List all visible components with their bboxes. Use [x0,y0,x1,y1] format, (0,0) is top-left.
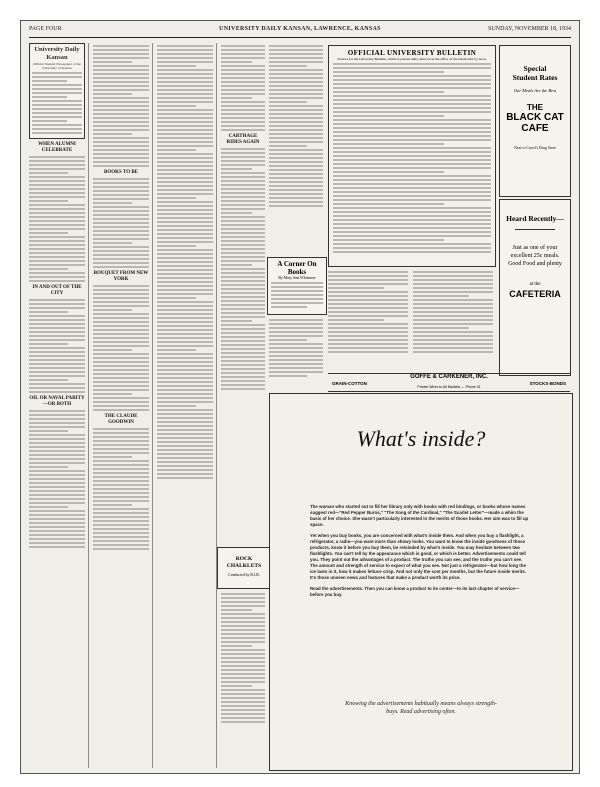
page-header [29,26,571,36]
column-3 [157,43,213,768]
brokerage-banner [328,373,570,392]
corner-on-books-box [267,257,327,315]
kansan-subtitle: Official Student Newspaper of the University of Kansas [33,62,81,70]
black-cat-cafe-ad [499,45,571,197]
ad2-line2: Just as one of your [512,245,558,251]
column-5 [269,43,323,253]
banner-note: Private Wires to All Markets — Phone 91 [417,385,481,389]
official-bulletin [328,45,496,267]
kansan-masthead-box [29,43,85,139]
headline-books: BOOKS TO BE [104,170,138,175]
newspaper-page [20,20,580,774]
corner-title: A Corner On Books [277,260,317,276]
kansan-title: University Daily Kansan [34,46,80,61]
whats-inside-para1: The woman who started out to fill her library only with books with red bindings, or books whose names suggest red—"Red Pepper Burns," "The Song of the Cardinal," "The Scarlet Letter"—made a whim the basis of her choice. She wasn't particularly interested in the merits of those books. Her aim was to fill up space. [310,504,529,527]
rock-byline: Conducted by R.J.B. [228,573,260,577]
whats-inside-para2: Yet when you buy books, you are concerned with what's inside them. And when you buy a flashlight, a refrigerator, a radio—you want more than showy looks. You want to know the inside goodness of those products, know it before you buy them, be reminded by what's inside. You may hesitate between two flashlights. You can't tell by the appearance which is good, or which is better. Advertisements could tell you. They point out the advantages of a product. The truths you can see, and the truths you can't see. The amount and strength of service to expect of what you see. Not just a refrigerator—but how long the ice lasts in it, how it makes lettuce crisp. And not only the cost per months, but the future inside merits. It's those unseen news and features that make a product worth its price. [310,533,526,580]
whats-inside-tagline: Knowing the advertisements habitually means always strength-buys. Read advertising often. [345,701,497,715]
ad1-line2: Student Rates [512,73,558,82]
banner-name: GOFFE & CARKENER, INC. [410,374,488,380]
issue-date: SUNDAY, NOVEMBER 18, 1934 [488,26,571,32]
column-divider [88,43,89,768]
ad1-line7: Next to Crowl's Drug Store [514,146,556,150]
ad2-line1: Heard Recently— [506,214,564,223]
column-divider [216,43,217,768]
ad2-line6: CAFETERIA [509,289,561,299]
bulletin-title: OFFICIAL UNIVERSITY BULLETIN [347,49,477,57]
ad1-line4: THE [527,103,543,112]
headline-goodwin: THE CLAUDE GOODWIN [104,414,138,425]
column-2 [93,43,149,768]
ad1-line3: Our Meals Are the Best [513,88,557,93]
whats-inside-ad [269,393,573,771]
ad2-line5: at the [529,282,541,287]
ad1-line6: CAFE [521,123,549,134]
masthead: UNIVERSITY DAILY KANSAN, LAWRENCE, KANSAS [219,26,381,32]
ad1-line1: Special [523,64,547,73]
column-1 [29,43,85,768]
cafeteria-ad [499,199,571,376]
bulletin-subtitle: Notices for the University Bulletin, which is printed daily, must be in the office of the Chancellor by noon. [337,57,487,61]
rock-title: ROCK CHALKLETS [226,556,262,569]
ad1-line5: BLACK CAT [506,112,564,123]
headline-naval: OIL OR NAVAL PARITY—OR BOTH [29,396,85,407]
column-5-lower [269,317,323,387]
column-6 [328,269,408,369]
banner-left: GRAIN-COTTON [332,381,367,386]
headline-alumni: WHEN ALUMNI CELEBRATE [38,142,76,153]
whats-inside-para3: Read the advertisements. Then you can know a product to its center—to its last chapter of service—before you buy. [310,586,520,597]
column-4-lower [221,591,265,761]
column-7 [413,269,493,369]
headline-bouquet: BOUQUET FROM NEW YORK [93,271,149,282]
ad2-line3: excellent 25c meals. [510,253,560,259]
corner-byline: By Mary Ann Whitmore [278,276,316,280]
ad2-line4: Good Food and plenty [508,261,562,267]
banner-right: STOCKS-BONDS [529,381,566,386]
headline-city: IN AND OUT OF THE CITY [32,285,82,296]
column-divider [152,43,153,768]
whats-inside-body [310,504,530,603]
headline-carthage: CARTHAGE RIDES AGAIN [226,134,260,145]
header-rule [29,37,571,38]
column-4 [221,43,265,543]
whats-inside-title: What's inside? [356,426,486,451]
rock-chalklets-box [217,547,271,589]
page-number: PAGE FOUR [29,26,62,32]
